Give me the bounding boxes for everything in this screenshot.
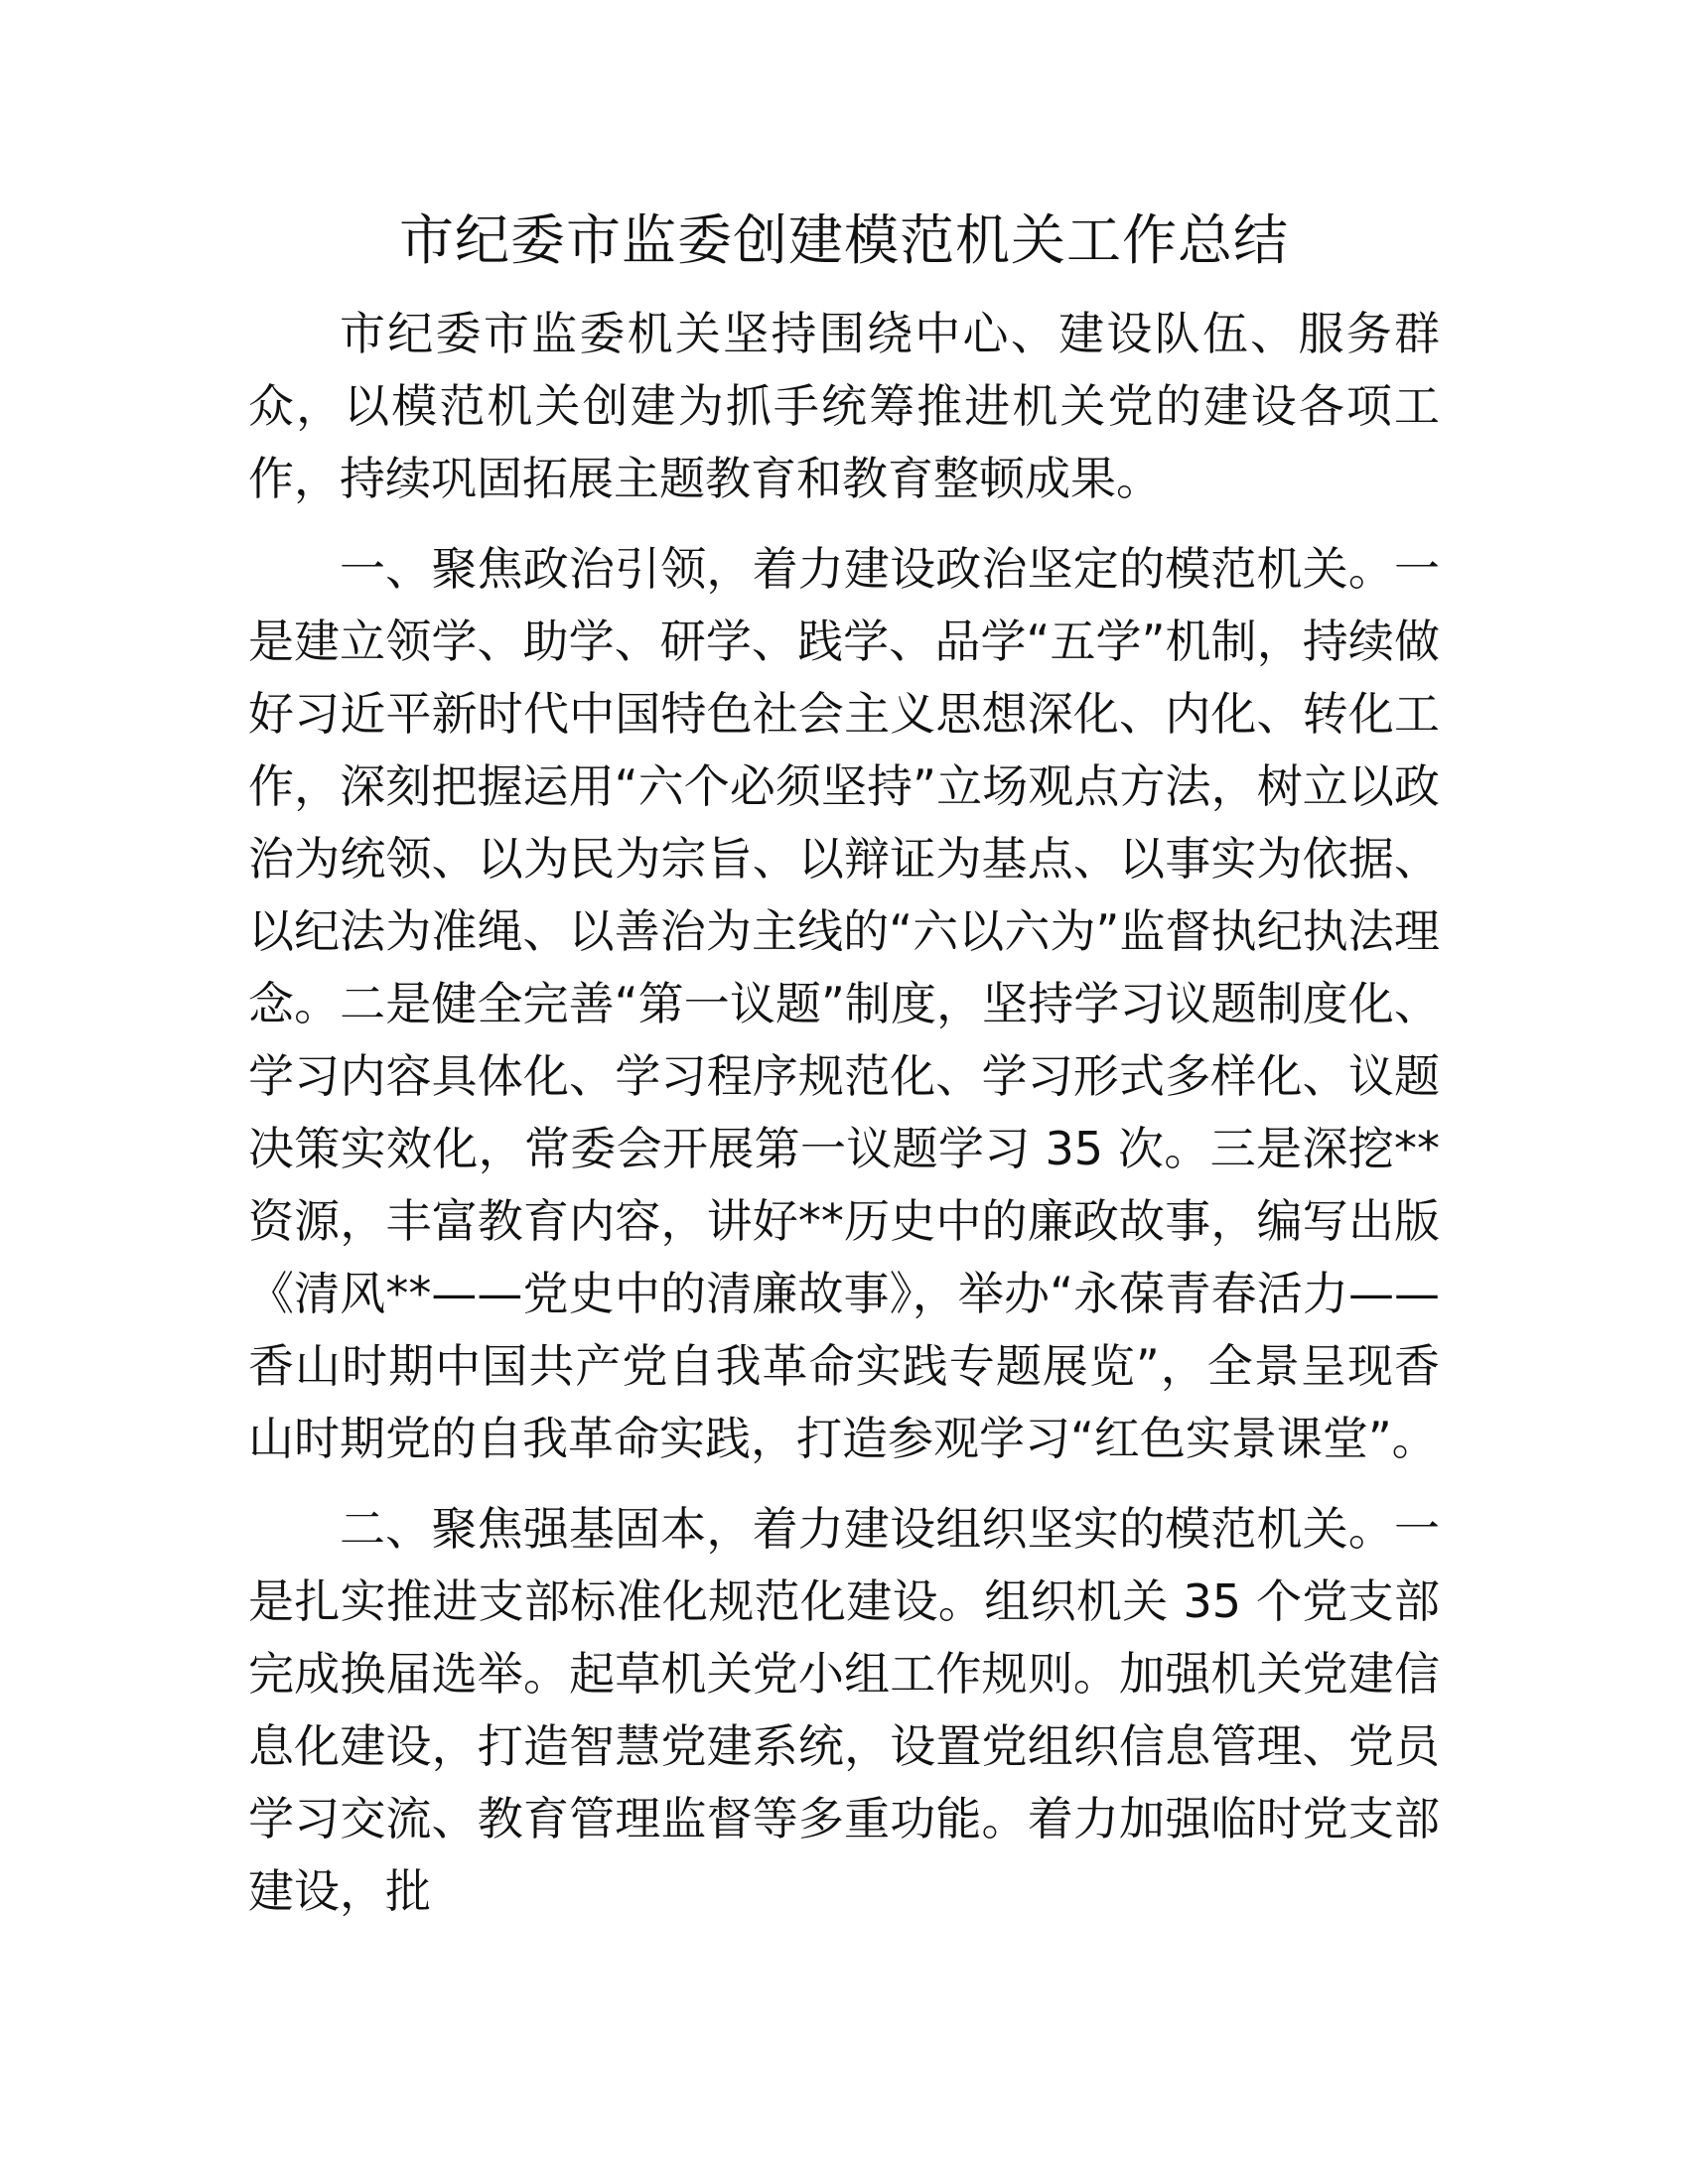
section-one-paragraph: 一、聚焦政治引领，着力建设政治坚定的模范机关。一是建立领学、助学、研学、践学、品学“五学”机制，持续做好习近平新时代中国特色社会主义思想深化、内化、转化工作，深刻把握运用“六个必须坚持”立场观点方法，树立以政治为统领、以为民为宗旨、以辩证为基点、以事实为依据、以纪法为准绳、以善治为主线的“六以六为”监督执纪执法理念。二是健全完善“第一议题”制度，坚持学习议题制度化、学习内容具体化、学习程序规范化、学习形式多样化、议题决策实效化，常委会开展第一议题学习 35 次。三是深挖**资源，丰富教育内容，讲好**历史中的廉政故事，编写出版《清风**——党史中的清廉故事》，举办“永葆青春活力——香山时期中国共产党自我革命实践专题展览”，全景呈现香山时期党的自我革命实践，打造参观学习“红色实景课堂”。 [248, 542, 1440, 1465]
document-title: 市纪委市监委创建模范机关工作总结 [398, 208, 1289, 272]
document-body [248, 298, 1440, 1928]
section-two-paragraph: 二、聚焦强基固本，着力建设组织坚实的模范机关。一是扎实推进支部标准化规范化建设。组织机关 35 个党支部完成换届选举。起草机关党小组工作规则。加强机关党建信息化建设，打造智慧党建系统，设置党组织信息管理、党员学习交流、教育管理监督等多重功能。着力加强临时党支部建设，批 [248, 1502, 1440, 1918]
intro-paragraph: 市纪委市监委机关坚持围绕中心、建设队伍、服务群众，以模范机关创建为抓手统筹推进机关党的建设各项工作，持续巩固拓展主题教育和教育整顿成果。 [248, 307, 1440, 505]
